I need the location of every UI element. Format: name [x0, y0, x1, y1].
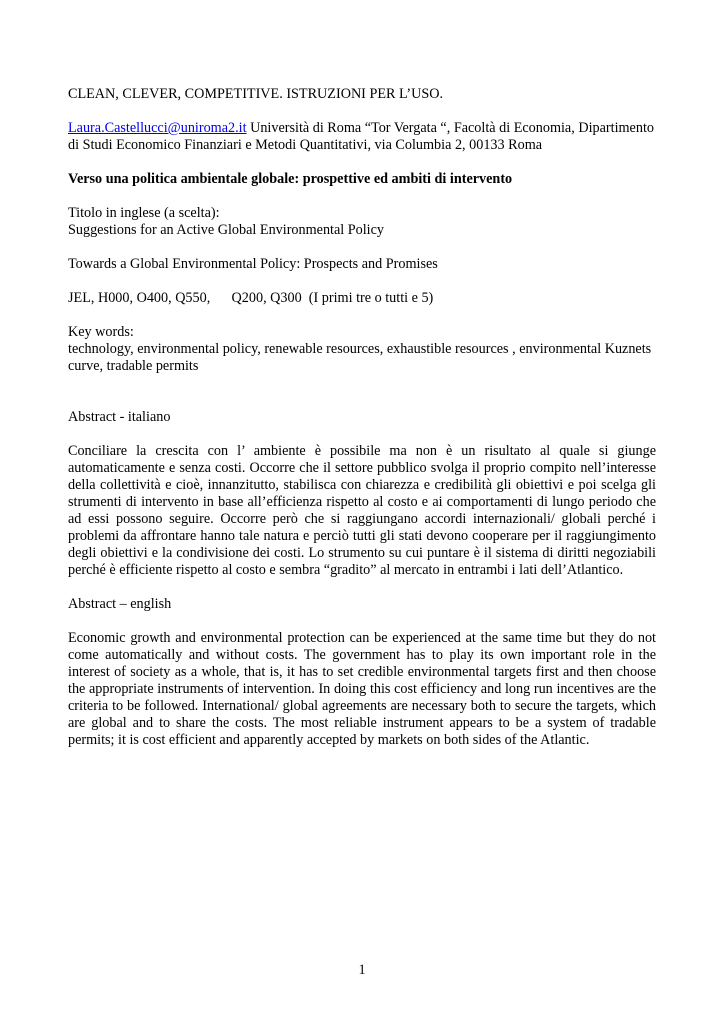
author-email-link[interactable]: Laura.Castellucci@uniroma2.it	[68, 120, 247, 136]
keywords-text: technology, environmental policy, renewable resources, exhaustible resources , environmental Kuznets curve, tradable permits	[68, 341, 652, 374]
abstract-en-heading: Abstract – english	[68, 596, 172, 612]
paper-title: Verso una politica ambientale globale: prospettive ed ambiti di intervento	[68, 171, 513, 187]
english-title-option-1: Suggestions for an Active Global Environmental Policy	[68, 222, 385, 238]
affiliation-text: Università di Roma “Tor Vergata “, Facoltà di Economia, Dipartimento di Studi Economico Finanziari e Metodi Quantitativi, via Columbia 2, 00133 Roma	[68, 120, 654, 153]
english-title-block	[68, 205, 656, 239]
english-title-option-2: Towards a Global Environmental Policy: Prospects and Promises	[68, 256, 438, 272]
keywords-block	[68, 324, 656, 375]
abstract-it-text: Conciliare la crescita con l’ ambiente è possibile ma non è un risultato al quale si giunge automaticamente e senza costi. Occorre che il settore pubblico svolga il proprio compito nell’interesse della collettività e cioè, innanzitutto, stabilisca con chiarezza e credibilità gli obiettivi e poi scelga gli strumenti di intervento in base all’efficienza rispetto al costo e ai comportamenti di lungo periodo che ad essi possono seguire. Occorre però che si raggiungano accordi internazionali/ globali perché i problemi da affrontare hanno tale natura e perciò tutti gli stati devono cooperare per il raggiungimento degli obiettivi e la condivisione dei costi. Lo strumento su cui puntare è il sistema di diritti negoziabili perché è efficiente rispetto al costo e sembra “gradito” al mercato in entrambi i lati dell’Atlantico.	[68, 443, 656, 578]
keywords-label: Key words:	[68, 324, 134, 340]
english-title-label: Titolo in inglese (a scelta):	[68, 205, 220, 221]
document-body	[68, 86, 656, 749]
header-title: CLEAN, CLEVER, COMPETITIVE. ISTRUZIONI PER L’USO.	[68, 86, 444, 102]
abstract-it-heading: Abstract - italiano	[68, 409, 171, 425]
author-affiliation	[68, 120, 656, 154]
abstract-en-text: Economic growth and environmental protection can be experienced at the same time but they do not come automatically and without costs. The government has to play its own important role in the interest of society as a whole, that is, it has to set credible environmental targets first and then choose the appropriate instruments of intervention. In doing this cost efficiency and long run incentives are the criteria to be followed. International/ global agreements are necessary both to secure the targets, which are global and to share the costs. The most reliable instrument appears to be a system of tradable permits; it is cost efficient and apparently accepted by markets on both sides of the Atlantic.	[68, 630, 656, 748]
page-number: 1	[358, 962, 366, 978]
jel-codes: JEL, H000, O400, Q550, Q200, Q300 (I primi tre o tutti e 5)	[68, 290, 434, 306]
